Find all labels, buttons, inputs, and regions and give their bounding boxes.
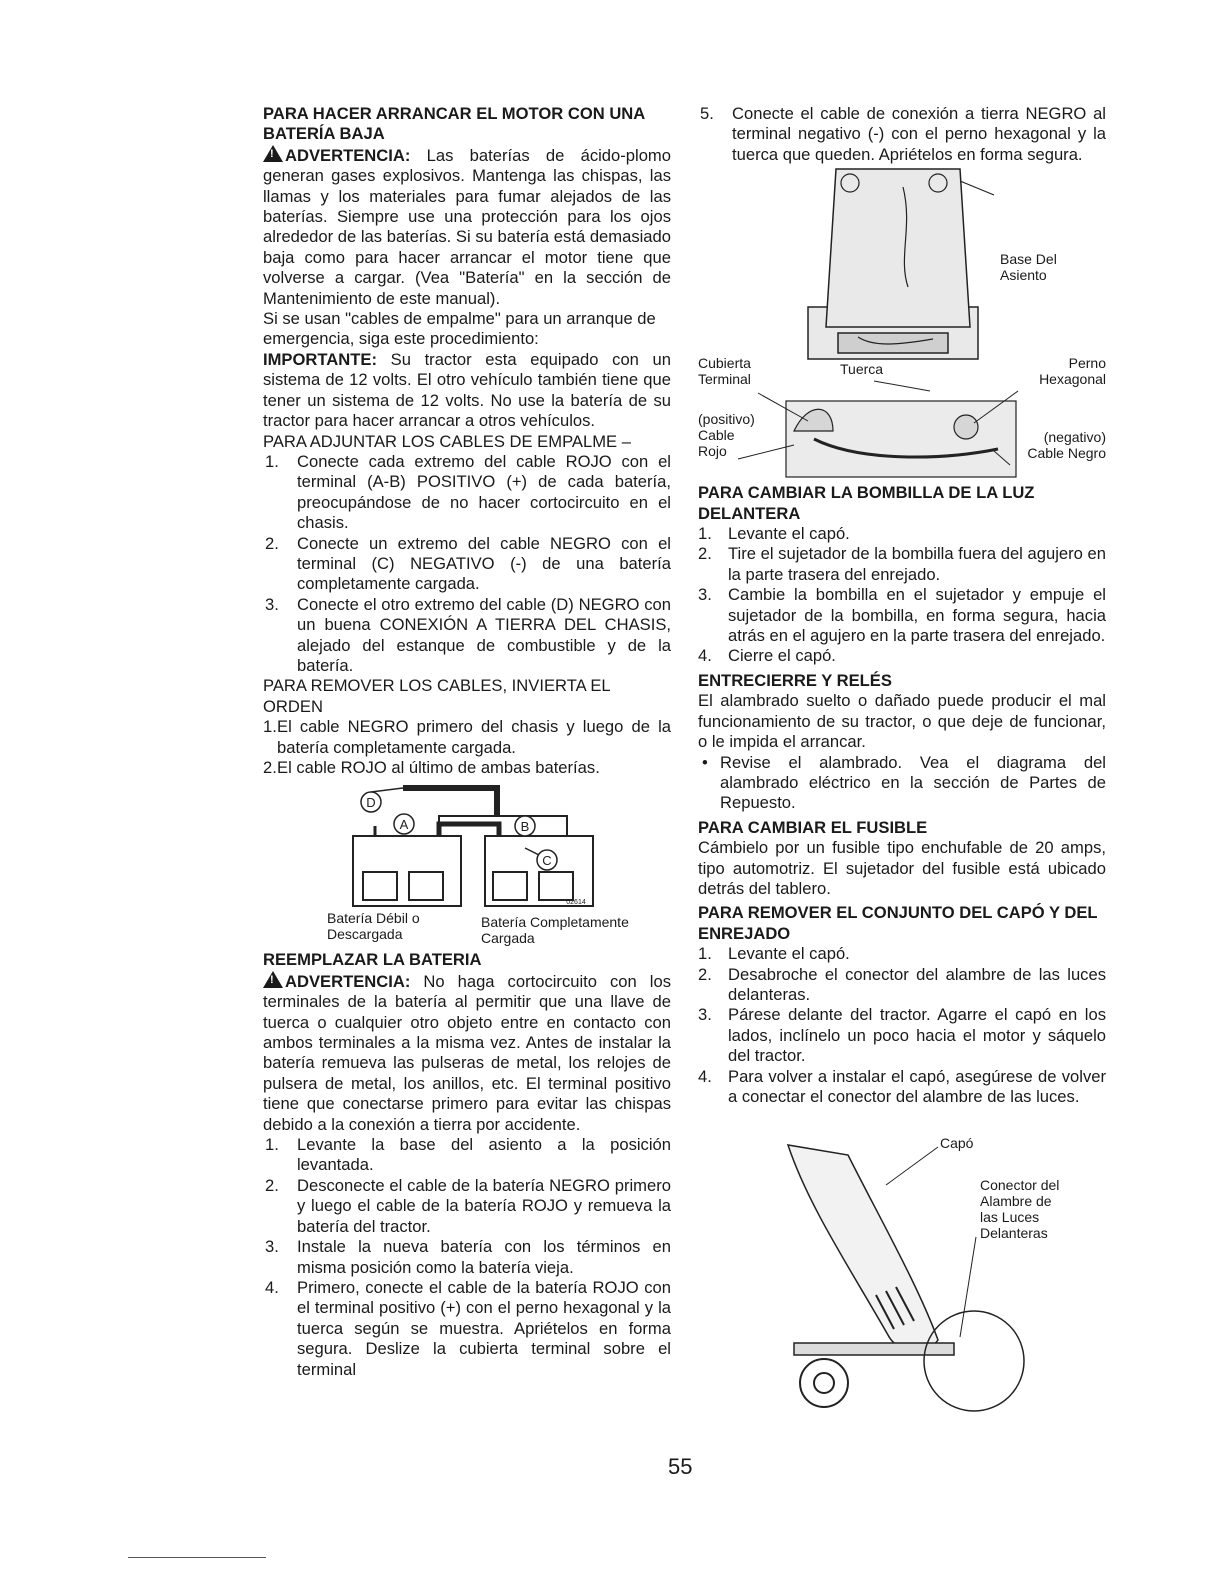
subheading-remove-cables: PARA REMOVER LOS CABLES, INVIERTA EL ORDEN [263,676,611,716]
warning-acid-batteries [263,145,671,309]
warning-text: Las baterías de ácido-plomo generan gases explosivos. Mantenga las chispas, las llamas y los materiales para fumar alejados de las baterías. Siempre use una protección para los ojos alrededor de las baterías. Si su batería está demasiado baja como para hacer arrancar el motor tiene que volverse a cargar. (Vea "Batería" en la sección de Mantenimiento de este manual). [263,145,671,308]
important-text: Su tractor esta equipado con un sistema de 12 volts. El otro vehículo también tiene que tener un sistema de 12 volts. No use la batería de su tractor para hacer arrancar a otros vehículos. [263,349,671,431]
right-column [698,104,1106,1415]
list-item: 3. Cambie la bombilla en el sujetador y empuje el sujetador de la bombilla, en forma segura, hacia atrás en el agujero en la parte trasera del enrejado. [698,585,1106,646]
seat-base-label: Base Del Asiento [1000,251,1057,284]
battery-illustration [263,778,671,914]
list-item: 2. El cable ROJO al último de ambas baterías. [263,758,600,777]
label-cubierta-terminal: Cubierta Terminal [698,355,751,388]
list-item: 2. Desabroche el conector del alambre de las luces delanteras. [698,964,1106,1004]
figure-code: 02614 [566,899,586,907]
list-item: 2. Desconecte el cable de la batería NEGRO primero y luego el cable de la batería ROJO y remueva la batería del tractor. [265,1175,671,1236]
weak-battery-label: Batería Débil o Descargada [327,910,420,943]
list-item: 1. El cable NEGRO primero del chasis y luego de la batería completamente cargada. [263,717,671,757]
list-item: 3. Párese delante del tractor. Agarre el capó en los lados, inclínelo un poco hacia el motor y sáquelo del tractor. [698,1005,1106,1066]
jumper-intro: Si se usan "cables de empalme" para un arranque de emergencia, siga este procedimiento: [263,309,656,349]
wiring-paragraph: El alambrado suelto o dañado puede producir el mal funcionamiento de su tractor, o que deje de funcionar, o le impida el arrancar. [698,691,1106,752]
list-item: 2. Conecte un extremo del cable NEGRO con el terminal (C) NEGATIVO (-) de una batería completamente cargada. [265,533,671,594]
list-item: 4. Cierre el capó. [698,646,836,666]
list-item: 4. Primero, conecte el cable de la batería ROJO con el terminal positivo (+) con el perno hexagonal y la tuerca según se muestra. Apriételos en forma segura. Deslize la cubierta terminal sobre el terminal [265,1277,671,1379]
warning-short-circuit [263,971,671,1135]
label-b: B [520,819,530,835]
label-c: C [542,853,552,869]
label-d: D [366,795,376,811]
list-item: 3. Conecte el otro extremo del cable (D) NEGRO con un buena CONEXIÓN A TIERRA DEL CHASIS, alejado del estanque de combustible y de la batería. [265,594,671,675]
list-item: 2. Tire el sujetador de la bombilla fuera del agujero en la parte trasera del enrejado. [698,544,1106,584]
warning-label: ADVERTENCIA: [285,971,411,991]
label-headlight-connector: Conector del Alambre de las Luces Delanteras [980,1177,1060,1242]
list-item: 4. Para volver a instalar el capó, asegúrese de volver a conectar el conector del alambre de las luces. [698,1066,1106,1106]
hood-illustration [698,1115,1106,1415]
seat-base-figure [698,147,1106,361]
list-item: • Revise el alambrado. Vea el diagrama del alambrado eléctrico en la sección de Partes de Repuesto. [702,752,1106,813]
footer-rule [128,1557,266,1558]
warning-triangle-icon [263,971,283,988]
warning-text: No haga cortocircuito con los terminales de la batería al permitir que una llave de tuerca o cualquier otro objeto entre en contacto con ambos terminales a la misma vez. Antes de instalar la batería remueva las pulseras de metal, los relojes de pulsera de metal, los anillos, etc. El terminal positivo tiene que conectarse primero para evitar las chispas debido a la conexión a tierra por accidente. [263,971,671,1134]
warning-triangle-icon [263,145,283,162]
battery-terminal-figure [698,355,1106,479]
hood-figure [698,1115,1106,1415]
list-item: 1. Levante la base del asiento a la posición levantada. [265,1135,671,1175]
label-perno-hexagonal: Perno Hexagonal [1039,355,1106,388]
fuse-paragraph: Cámbielo por un fusible tipo enchufable de 20 amps, tipo automotriz. El sujetador del fusible está ubicado detrás del tablero. [698,838,1106,898]
label-tuerca: Tuerca [840,361,884,378]
heading-remove-hood: PARA REMOVER EL CONJUNTO DEL CAPÓ Y DEL ENREJADO [698,903,1098,943]
label-negative-black-cable: (negativo) Cable Negro [1027,429,1106,462]
list-item: 5. Conecte el cable de conexión a tierra NEGRO al terminal negativo (-) con el perno hexagonal y la tuerca que queden. Apriételos en forma segura. [700,104,1106,164]
jumper-cable-diagram [263,778,671,950]
subheading-attach-cables: PARA ADJUNTAR LOS CABLES DE EMPALME – [263,431,631,451]
list-item: 1. Levante el capó. [698,944,850,964]
heading-change-bulb: PARA CAMBIAR LA BOMBILLA DE LA LUZ DELANTERA [698,483,1035,523]
list-item: 1. Levante el capó. [698,524,850,544]
label-capo: Capó [940,1135,974,1152]
warning-label: ADVERTENCIA: [285,145,411,165]
heading-change-fuse: PARA CAMBIAR EL FUSIBLE [698,817,928,837]
heading-interlocks-relays: ENTRECIERRE Y RELÉS [698,670,892,690]
list-item: 1. Conecte cada extremo del cable ROJO con el terminal (A-B) POSITIVO (+) de cada batería, preocupándose de no hacer cortocircuito en el chasis. [265,451,671,533]
label-a: A [399,817,409,833]
important-label: IMPORTANTE: [263,349,377,369]
page-number: 55 [668,1454,693,1479]
list-item: 3. Instale la nueva batería con los términos en misma posición como la batería vieja. [265,1237,671,1277]
left-column [263,104,671,1380]
heading-jump-start: PARA HACER ARRANCAR EL MOTOR CON UNA BATERÍA BAJA [263,104,645,144]
label-positive-red-cable: (positivo) Cable Rojo [698,411,755,460]
heading-replace-battery: REEMPLAZAR LA BATERIA [263,950,482,970]
important-note [263,350,671,432]
full-battery-label: Batería Completamente Cargada [481,914,629,947]
